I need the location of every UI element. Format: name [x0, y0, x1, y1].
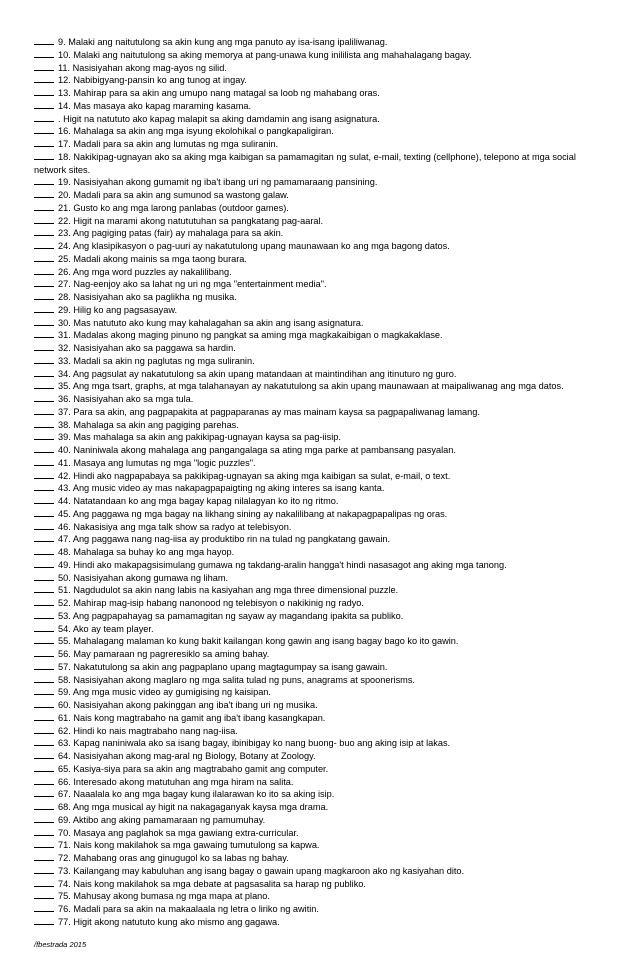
- survey-item: [34, 521, 610, 534]
- answer-blank[interactable]: [34, 814, 54, 823]
- answer-blank[interactable]: [34, 533, 54, 542]
- survey-item: [34, 546, 610, 559]
- answer-blank[interactable]: [34, 903, 54, 912]
- answer-blank[interactable]: [34, 87, 54, 96]
- survey-item: [34, 572, 610, 585]
- survey-item-text: 30. Mas natututo ako kung may kahalagahan sa akin ang isang asignatura.: [58, 317, 364, 328]
- answer-blank[interactable]: [34, 444, 54, 453]
- survey-item-text: 54. Ako ay team player.: [58, 623, 154, 634]
- survey-item-text: 66. Interesado akong matutuhan ang mga hiram na salita.: [58, 776, 294, 787]
- survey-item-text: . Higit na natututo ako kapag malapit sa aking damdamin ang isang asignatura.: [58, 113, 380, 124]
- survey-item-text: 10. Malaki ang naitutulong sa aking memorya at pang-unawa kung inililista ang mahahalagang bagay.: [58, 49, 472, 60]
- survey-item-text: 62. Hindi ko nais magtrabaho nang nag-iisa.: [58, 725, 238, 736]
- answer-blank[interactable]: [34, 253, 54, 262]
- survey-item-text: 75. Mahusay akong bumasa ng mga mapa at plano.: [58, 891, 270, 902]
- answer-blank[interactable]: [34, 674, 54, 683]
- survey-item-text: 53. Ang pagpapahayag sa pamamagitan ng sayaw ay magandang ipakita sa publiko.: [58, 610, 404, 621]
- survey-item-text: 47. Ang paggawa nang nag-iisa ay produktibo rin na tulad ng pangkatang gawain.: [58, 534, 391, 545]
- survey-item-text: 42. Hindi ako nagpapabaya sa pakikipag-ugnayan sa aking mga kaibigan sa sulat, e-mail, o text.: [58, 470, 451, 481]
- survey-item-text: 59. Ang mga music video ay gumigising ng kaisipan.: [58, 687, 271, 698]
- survey-item-text: 33. Madali sa akin ng paglutas ng mga suliranin.: [58, 355, 255, 366]
- answer-blank[interactable]: [34, 839, 54, 848]
- survey-item-text: 71. Nais kong makilahok sa mga gawaing tumutulong sa kapwa.: [58, 840, 320, 851]
- survey-item: [34, 776, 610, 789]
- answer-blank[interactable]: [34, 495, 54, 504]
- answer-blank[interactable]: [34, 215, 54, 224]
- survey-item: [34, 533, 610, 546]
- answer-blank[interactable]: [34, 393, 54, 402]
- survey-item-text: 64. Nasisiyahan akong mag-aral ng Biology, Botany at Zoology.: [58, 751, 316, 761]
- answer-blank[interactable]: [34, 457, 54, 466]
- survey-item: [34, 317, 610, 330]
- answer-blank[interactable]: [34, 737, 54, 746]
- survey-item-text: 24. Ang klasipikasyon o pag-uuri ay nakatutulong upang maunawaan ko ang mga bagong datos.: [58, 241, 450, 251]
- survey-item: [34, 916, 610, 929]
- survey-item: [34, 444, 610, 457]
- survey-item-text: 21. Gusto ko ang mga larong panlabas (outdoor games).: [58, 202, 289, 213]
- survey-item-text: 40. Naniniwala akong mahalaga ang pangangalaga sa ating mga parke at pambansang pasyalan.: [58, 445, 456, 455]
- survey-item-text: 25. Madali akong mainis sa mga taong burara.: [58, 253, 247, 264]
- survey-item: [34, 470, 610, 483]
- survey-item: [34, 100, 610, 113]
- survey-item-text: 34. Ang pagsulat ay nakatutulong sa akin upang matandaan at maintindihan ang itinuturo ng guro.: [58, 368, 457, 379]
- answer-blank[interactable]: [34, 355, 54, 364]
- answer-blank[interactable]: [34, 878, 54, 887]
- answer-blank[interactable]: [34, 368, 54, 377]
- answer-blank[interactable]: [34, 890, 54, 899]
- survey-item: [34, 457, 610, 470]
- answer-blank[interactable]: [34, 125, 54, 134]
- survey-item-text: 17. Madali para sa akin ang lumutas ng mga suliranin.: [58, 139, 279, 149]
- survey-item: [34, 686, 610, 699]
- survey-item-text: 65. Kasiya-siya para sa akin ang magtrabaho gamit ang computer.: [58, 763, 329, 774]
- survey-item: [34, 648, 610, 661]
- answer-blank[interactable]: [34, 266, 54, 275]
- survey-item-list: [34, 36, 610, 929]
- survey-item-text: 43. Ang music video ay mas nakapagpapaigting ng aking interes sa isang kanta.: [58, 483, 385, 494]
- survey-item-text: 37. Para sa akin, ang pagpapakita at pagpaparanas ay mas mainam kaysa sa pagpapaliwanag lamang.: [58, 406, 480, 417]
- survey-item: [34, 266, 610, 279]
- survey-item: [34, 36, 610, 49]
- answer-blank[interactable]: [34, 521, 54, 530]
- survey-item-text: 18. Nakikipag-ugnayan ako sa aking mga kaibigan sa pamamagitan ng sulat, e-mail, texting (cellphone), telepono at mga social network sites.: [34, 151, 576, 175]
- survey-item: [34, 393, 610, 406]
- answer-blank[interactable]: [34, 176, 54, 185]
- survey-item: [34, 202, 610, 215]
- answer-blank[interactable]: [34, 419, 54, 428]
- survey-item-text: 69. Aktibo ang aking pamamaraan ng pamumuhay.: [58, 814, 266, 825]
- survey-item-text: 73. Kailangang may kabuluhan ang isang bagay o gawain upang magkaroon ako ng kasiyahan dito.: [58, 865, 465, 876]
- survey-item: [34, 368, 610, 381]
- survey-item: [34, 406, 610, 419]
- survey-item-text: 51. Nagdudulot sa akin nang labis na kasiyahan ang mga three dimensional puzzle.: [58, 585, 399, 596]
- survey-item: [34, 584, 610, 597]
- survey-item-text: 48. Mahalaga sa buhay ko ang mga hayop.: [58, 547, 235, 557]
- footer-credit: /fbestrada 2015: [34, 940, 87, 949]
- survey-item: [34, 291, 610, 304]
- survey-item-text: 46. Nakasisiya ang mga talk show sa radyo at telebisyon.: [58, 521, 292, 532]
- survey-item: [34, 151, 610, 177]
- survey-item: [34, 597, 610, 610]
- survey-item: [34, 827, 610, 840]
- survey-item-text: 38. Mahalaga sa akin ang pagiging parehas.: [58, 419, 239, 430]
- survey-item: [34, 74, 610, 87]
- answer-blank[interactable]: [34, 852, 54, 861]
- survey-item: [34, 788, 610, 801]
- survey-item: [34, 62, 610, 75]
- survey-item-text: 60. Nasisiyahan akong pakinggan ang iba't ibang uri ng musika.: [58, 700, 318, 710]
- survey-item: [34, 878, 610, 891]
- survey-item-text: 74. Nais kong makilahok sa mga debate at pagsasalita sa harap ng publiko.: [58, 878, 366, 889]
- survey-item-text: 23. Ang pagiging patas (fair) ay mahalaga para sa akin.: [58, 228, 284, 239]
- survey-item: [34, 725, 610, 738]
- answer-blank[interactable]: [34, 291, 54, 300]
- survey-item: [34, 253, 610, 266]
- answer-blank[interactable]: [34, 597, 54, 606]
- survey-item-text: 19. Nasisiyahan akong gumamit ng iba't ibang uri ng pamamaraang pansining.: [58, 177, 378, 188]
- answer-blank[interactable]: [34, 827, 54, 836]
- survey-item: [34, 852, 610, 865]
- survey-item-text: 67. Naaalala ko ang mga bagay kung ilalarawan ko ito sa aking isip.: [58, 789, 335, 800]
- answer-blank[interactable]: [34, 470, 54, 479]
- answer-blank[interactable]: [34, 699, 54, 708]
- survey-item-text: 49. Hindi ako makapagsisimulang gumawa ng takdang-aralin hangga't hindi nasasagot ang aking mga tanong.: [58, 559, 507, 570]
- survey-item-text: 39. Mas mahalaga sa akin ang pakikipag-ugnayan kaysa sa pag-iisip.: [58, 432, 341, 443]
- survey-item-text: 27. Nag-eenjoy ako sa lahat ng uri ng mga "entertainment media".: [58, 279, 327, 290]
- survey-item: [34, 240, 610, 253]
- survey-item: [34, 113, 610, 126]
- survey-item-text: 56. May pamaraan ng pagreresiklo sa aming bahay.: [58, 649, 270, 659]
- survey-item: [34, 890, 610, 903]
- survey-item-text: 41. Masaya ang lumutas ng mga "logic puzzles".: [58, 457, 256, 468]
- answer-blank[interactable]: [34, 482, 54, 491]
- survey-item-text: 45. Ang paggawa ng mga bagay na likhang sining ay nakalilibang at nakapagpapalipas ng oras.: [58, 508, 448, 519]
- survey-item-text: 16. Mahalaga sa akin ang mga isyung ekolohikal o pangkapaligiran.: [58, 126, 334, 137]
- answer-blank[interactable]: [34, 36, 54, 45]
- answer-blank[interactable]: [34, 725, 54, 734]
- survey-item: [34, 342, 610, 355]
- answer-blank[interactable]: [34, 74, 54, 83]
- survey-item-text: 32. Nasisiyahan ako sa paggawa sa hardin.: [58, 343, 236, 353]
- survey-item: [34, 176, 610, 189]
- survey-item: [34, 87, 610, 100]
- survey-item: [34, 189, 610, 202]
- survey-item: [34, 737, 610, 750]
- answer-blank[interactable]: [34, 801, 54, 810]
- answer-blank[interactable]: [34, 584, 54, 593]
- answer-blank[interactable]: [34, 559, 54, 568]
- survey-item: [34, 801, 610, 814]
- answer-blank[interactable]: [34, 712, 54, 721]
- survey-item-text: 63. Kapag naniniwala ako sa isang bagay, ibinibigay ko nang buong- buo ang aking isip at lakas.: [58, 738, 451, 749]
- survey-item: [34, 329, 610, 342]
- answer-blank[interactable]: [34, 406, 54, 415]
- survey-item: [34, 380, 610, 393]
- answer-blank[interactable]: [34, 788, 54, 797]
- survey-item-text: 13. Mahirap para sa akin ang umupo nang matagal sa loob ng mahabang oras.: [58, 88, 380, 98]
- survey-item-text: 29. Hilig ko ang pagsasayaw.: [58, 304, 178, 315]
- survey-item-text: 26. Ang mga word puzzles ay nakalilibang.: [58, 266, 232, 277]
- survey-item: [34, 49, 610, 62]
- survey-item-text: 22. Higit na marami akong natututuhan sa pangkatang pag-aaral.: [58, 215, 324, 226]
- survey-item-text: 12. Nabibigyang-pansin ko ang tunog at ingay.: [58, 75, 247, 86]
- answer-blank[interactable]: [34, 623, 54, 632]
- survey-item-text: 68. Ang mga musical ay higit na nakagaganyak kaysa mga drama.: [58, 802, 329, 812]
- survey-item: [34, 482, 610, 495]
- survey-item-text: 52. Mahirap mag-isip habang nanonood ng telebisyon o nakikinig ng radyo.: [58, 598, 364, 608]
- answer-blank[interactable]: [34, 686, 54, 695]
- survey-item: [34, 278, 610, 291]
- answer-blank[interactable]: [34, 610, 54, 619]
- survey-item: [34, 138, 610, 151]
- survey-item: [34, 215, 610, 228]
- answer-blank[interactable]: [34, 508, 54, 517]
- answer-blank[interactable]: [34, 138, 54, 147]
- survey-item: [34, 661, 610, 674]
- survey-item-text: 31. Madalas akong maging pinuno ng pangkat sa aming mga magkakaibigan o magkakaklase.: [58, 330, 443, 341]
- survey-item: [34, 814, 610, 827]
- answer-blank[interactable]: [34, 100, 54, 109]
- survey-item: [34, 559, 610, 572]
- survey-item-text: 55. Mahalagang malaman ko kung bakit kailangan kong gawin ang isang bagay bago ko ito gawin.: [58, 636, 459, 647]
- survey-item-text: 50. Nasisiyahan akong gumawa ng liham.: [58, 572, 229, 583]
- survey-item: [34, 865, 610, 878]
- survey-item: [34, 750, 610, 763]
- answer-blank[interactable]: [34, 202, 54, 211]
- survey-item: [34, 712, 610, 725]
- answer-blank[interactable]: [34, 763, 54, 772]
- survey-item: [34, 839, 610, 852]
- answer-blank[interactable]: [34, 776, 54, 785]
- survey-item-text: 28. Nasisiyahan ako sa paglikha ng musika.: [58, 292, 237, 302]
- survey-item-text: 58. Nasisiyahan akong maglaro ng mga salita tulad ng puns, anagrams at spoonerisms.: [58, 674, 415, 685]
- answer-blank[interactable]: [34, 304, 54, 313]
- survey-item: [34, 763, 610, 776]
- answer-blank[interactable]: [34, 380, 54, 389]
- answer-blank[interactable]: [34, 227, 54, 236]
- survey-item: [34, 355, 610, 368]
- survey-item: [34, 610, 610, 623]
- answer-blank[interactable]: [34, 546, 54, 555]
- survey-item-text: 14. Mas masaya ako kapag maraming kasama.: [58, 100, 252, 111]
- survey-item-text: 70. Masaya ang paglahok sa mga gawiang extra-curricular.: [58, 827, 299, 838]
- survey-item: [34, 227, 610, 240]
- answer-blank[interactable]: [34, 317, 54, 326]
- answer-blank[interactable]: [34, 62, 54, 71]
- answer-blank[interactable]: [34, 151, 54, 160]
- answer-blank[interactable]: [34, 750, 54, 759]
- survey-item: [34, 674, 610, 687]
- survey-item: [34, 699, 610, 712]
- survey-item-text: 9. Malaki ang naitutulong sa akin kung ang mga panuto ay isa-isang ipaliliwanag.: [58, 37, 388, 47]
- answer-blank[interactable]: [34, 635, 54, 644]
- survey-item: [34, 508, 610, 521]
- answer-blank[interactable]: [34, 661, 54, 670]
- answer-blank[interactable]: [34, 49, 54, 58]
- survey-item-text: 36. Nasisiyahan ako sa mga tula.: [58, 394, 194, 404]
- survey-item-text: 61. Nais kong magtrabaho na gamit ang iba't ibang kasangkapan.: [58, 712, 326, 723]
- survey-item: [34, 431, 610, 444]
- survey-item-text: 72. Mahabang oras ang ginugugol ko sa labas ng bahay.: [58, 853, 289, 863]
- survey-item: [34, 903, 610, 916]
- answer-blank[interactable]: [34, 329, 54, 338]
- survey-item: [34, 304, 610, 317]
- answer-blank[interactable]: [34, 240, 54, 249]
- survey-item-text: 76. Madali para sa akin na makaalaala ng letra o liriko ng awitin.: [58, 904, 319, 914]
- survey-item-text: 11. Nasisiyahan akong mag-ayos ng silid.: [58, 62, 227, 73]
- answer-blank[interactable]: [34, 342, 54, 351]
- answer-blank[interactable]: [34, 865, 54, 874]
- survey-item: [34, 125, 610, 138]
- survey-item: [34, 623, 610, 636]
- survey-item-text: 35. Ang mga tsart, graphs, at mga talahanayan ay nakatutulong sa akin upang maunawaan at maipaliwanag ang mga datos.: [58, 381, 564, 392]
- answer-blank[interactable]: [34, 189, 54, 198]
- survey-item: [34, 419, 610, 432]
- survey-item-text: 77. Higit akong natututo kung ako mismo ang gagawa.: [58, 916, 280, 927]
- survey-item: [34, 495, 610, 508]
- survey-item-text: 20. Madali para sa akin ang sumunod sa wastong galaw.: [58, 190, 289, 200]
- answer-blank[interactable]: [34, 431, 54, 440]
- survey-item-text: 44. Natatandaan ko ang mga bagay kapag nilalagyan ko ito ng ritmo.: [58, 496, 339, 506]
- answer-blank[interactable]: [34, 113, 54, 122]
- answer-blank[interactable]: [34, 916, 54, 925]
- survey-item-text: 57. Nakatutulong sa akin ang pagpaplano upang magtagumpay sa isang gawain.: [58, 661, 388, 672]
- survey-item: [34, 635, 610, 648]
- answer-blank[interactable]: [34, 648, 54, 657]
- answer-blank[interactable]: [34, 572, 54, 581]
- answer-blank[interactable]: [34, 278, 54, 287]
